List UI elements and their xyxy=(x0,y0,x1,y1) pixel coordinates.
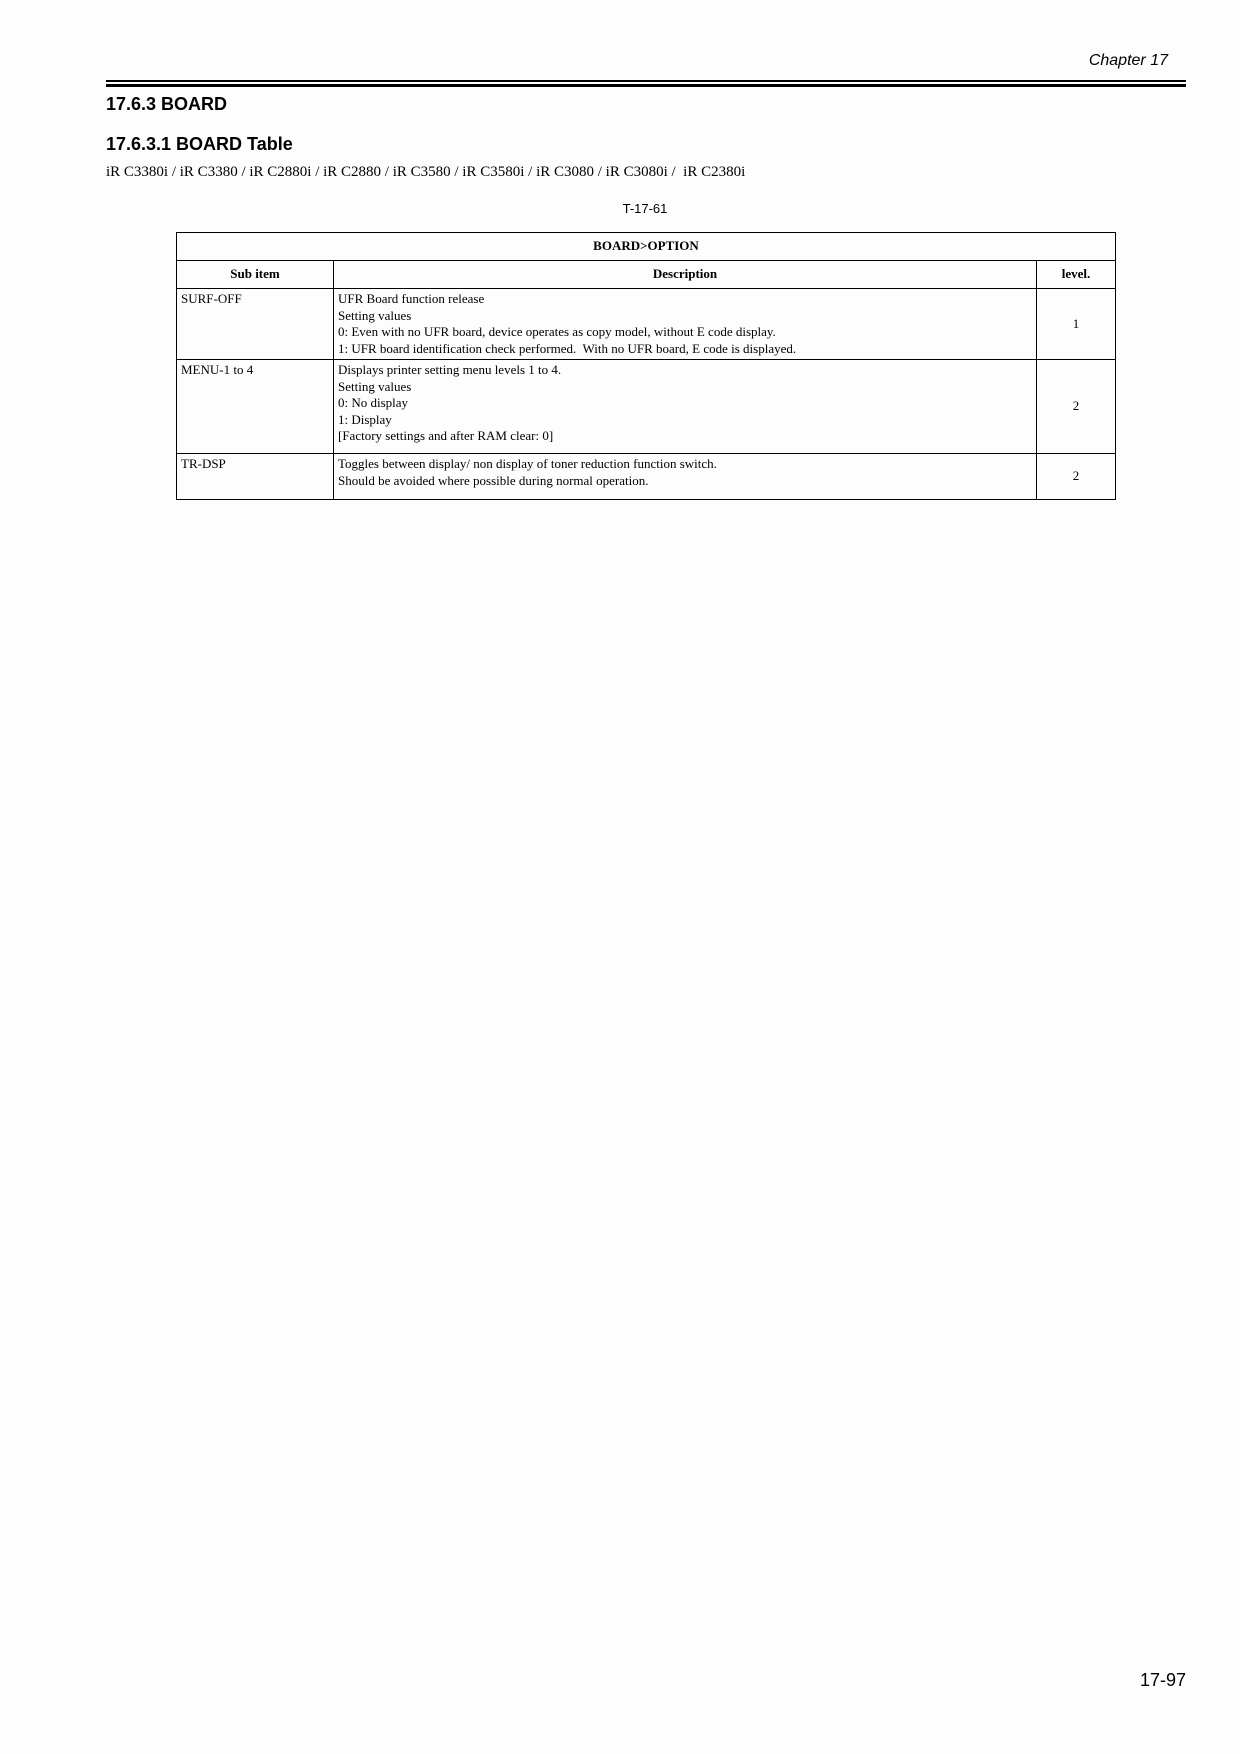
description-cell xyxy=(334,454,1037,500)
description-line: 0: Even with no UFR board, device operates as copy model, without E code display. xyxy=(338,324,776,339)
level-cell: 2 xyxy=(1037,454,1116,500)
table-title: BOARD>OPTION xyxy=(177,233,1116,261)
column-header-description: Description xyxy=(334,261,1037,289)
description-line: [Factory settings and after RAM clear: 0] xyxy=(338,428,554,443)
section-title: 17.6.3 BOARD xyxy=(106,94,228,114)
header-rule xyxy=(106,80,1186,82)
description-line: Should be avoided where possible during normal operation. xyxy=(338,472,649,488)
description-cell xyxy=(334,360,1037,454)
level-cell: 1 xyxy=(1037,289,1116,360)
chapter-header: Chapter 17 xyxy=(1088,52,1168,69)
sub-item-cell: TR-DSP xyxy=(177,454,334,500)
table-caption: T-17-61 xyxy=(622,201,668,216)
level-cell: 2 xyxy=(1037,360,1116,454)
model-list: iR C3380i / iR C3380 / iR C2880i / iR C2880 / iR C3580 / iR C3580i / iR C3080 / iR C3080i / iR C2380i xyxy=(106,164,746,180)
sub-item-cell: MENU-1 to 4 xyxy=(177,360,334,454)
description-line: 0: No display xyxy=(338,395,409,410)
description-line: 1: UFR board identification check performed. With no UFR board, E code is displayed. xyxy=(338,340,797,356)
header-rule-thick xyxy=(106,84,1186,87)
description-line: Toggles between display/ non display of toner reduction function switch. xyxy=(338,456,717,471)
description-line: Setting values xyxy=(338,378,412,394)
sub-item-cell: SURF-OFF xyxy=(177,289,334,360)
description-line: 1: Display xyxy=(338,411,392,427)
description-line: Setting values xyxy=(338,307,412,323)
board-table xyxy=(176,232,1116,500)
subsection-title: 17.6.3.1 BOARD Table xyxy=(106,134,293,154)
page-number: 17-97 xyxy=(1139,1670,1186,1690)
description-cell xyxy=(334,289,1037,360)
table-row xyxy=(177,289,1116,360)
description-line: Displays printer setting menu levels 1 to 4. xyxy=(338,362,562,377)
table-title-row xyxy=(177,233,1116,261)
column-header-sub-item: Sub item xyxy=(177,261,334,289)
column-header-level: level. xyxy=(1037,261,1116,289)
description-line: UFR Board function release xyxy=(338,291,485,306)
table-header-row xyxy=(177,261,1116,289)
table-row xyxy=(177,360,1116,454)
table-row xyxy=(177,454,1116,500)
